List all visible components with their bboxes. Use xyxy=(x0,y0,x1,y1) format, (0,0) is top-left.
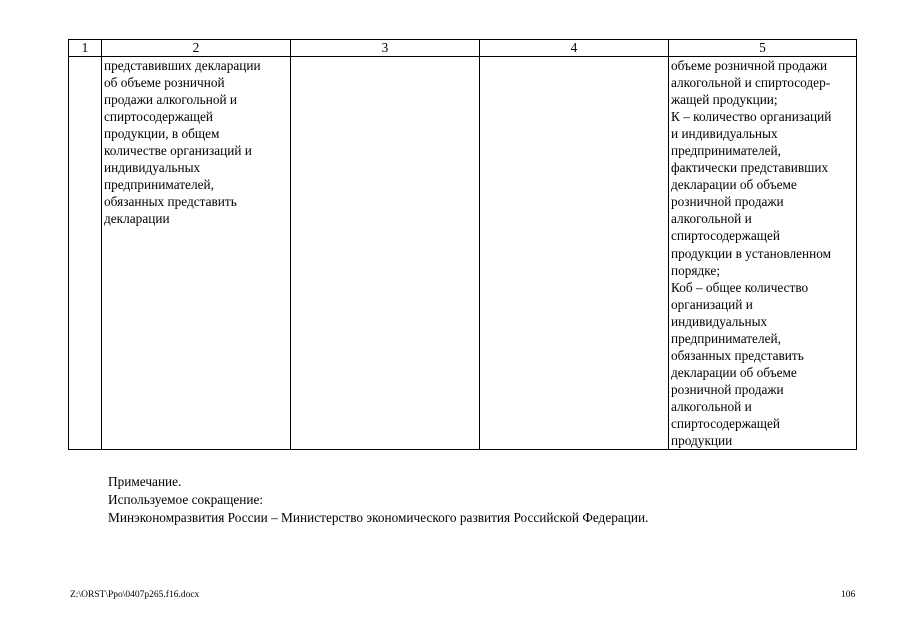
column-header-3: 3 xyxy=(291,40,480,57)
note-title: Примечание. xyxy=(108,474,182,489)
note-abbreviation: Минэкономразвития России – Министерство экономического развития Российской Федерации. xyxy=(108,510,649,525)
note-block xyxy=(108,473,648,527)
table-cell-col5 xyxy=(669,57,857,450)
table-cell-col3 xyxy=(291,57,480,450)
footer-file-path: Z:\ORST\Ppo\0407p265.f16.docx xyxy=(70,590,200,600)
document-table xyxy=(68,39,857,450)
column-header-1: 1 xyxy=(69,40,102,57)
table-cell-col2 xyxy=(102,57,291,450)
column-header-5: 5 xyxy=(669,40,857,57)
column-header-2: 2 xyxy=(102,40,291,57)
table-row xyxy=(69,57,857,450)
table-header-row xyxy=(69,40,857,57)
note-subtitle: Используемое сокращение: xyxy=(108,492,264,507)
footer-page-number: 106 xyxy=(841,590,856,600)
cell-text-col5: объеме розничной продажи алкогольной и спиртосодер- жащей продукции; К – количество организаций и индивидуальных предпринимателей, фактически представивших декларации об объеме розничной продажи алкогольной и спиртосодержащей продукции в установленном порядке; Коб – общее количество организаций и индивидуальных предпринимателей, обязанных представить декларации об объеме розничной продажи алкогольной и спиртосодержащей продукции xyxy=(671,58,832,449)
table-cell-col4 xyxy=(480,57,669,450)
table-cell-col1 xyxy=(69,57,102,450)
column-header-4: 4 xyxy=(480,40,669,57)
cell-text-col2: представивших декларации об объеме розничной продажи алкогольной и спиртосодержащей продукции, в общем количестве организаций и индивидуальных предпринимателей, обязанных представить декларации xyxy=(104,58,261,227)
